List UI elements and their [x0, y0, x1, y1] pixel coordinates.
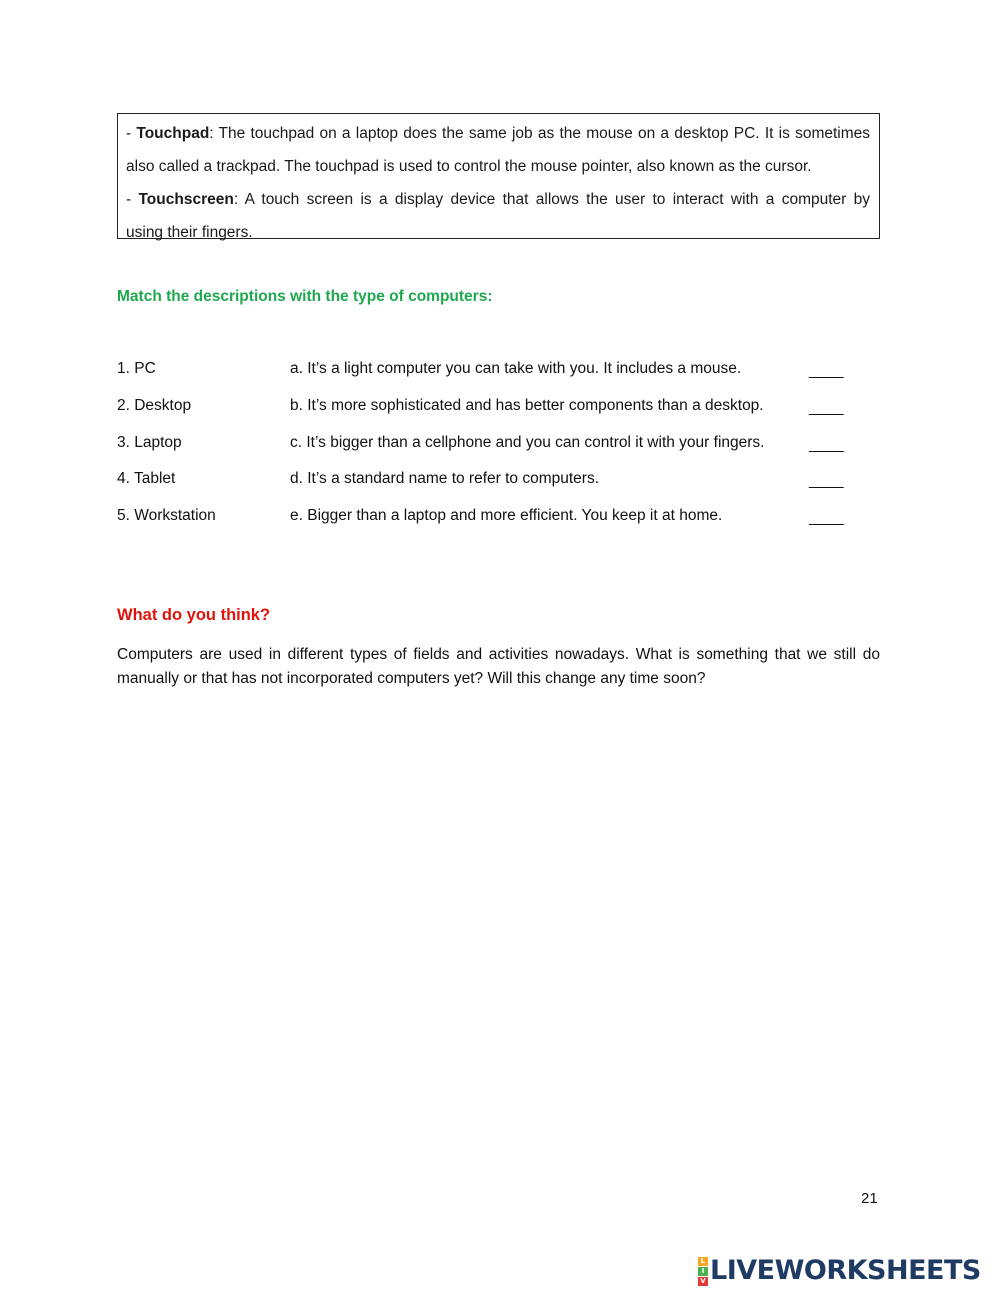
match-description: e. Bigger than a laptop and more efficient. You keep it at home.: [290, 507, 723, 524]
definition-term-touchpad: Touchpad: [136, 125, 210, 142]
match-term: 5. Workstation: [117, 507, 216, 524]
definition-touchpad-line-2: also called a trackpad. The touchpad is used to control the mouse pointer, also known as the cursor.: [126, 158, 812, 175]
answer-blank[interactable]: ____: [809, 436, 844, 453]
bullet-dash: -: [126, 191, 139, 208]
match-term: 2. Desktop: [117, 397, 192, 414]
definition-touchpad-line-1: [126, 117, 870, 150]
match-term: 4. Tablet: [117, 470, 176, 487]
match-row: [117, 507, 847, 531]
definition-term-touchscreen: Touchscreen: [138, 191, 234, 208]
match-description: c. It’s bigger than a cellphone and you can control it with your fingers.: [290, 434, 765, 451]
definition-text: : A touch screen is a display device that allows the user to interact with a computer by: [233, 191, 871, 208]
logo-squares-icon: [698, 1257, 708, 1286]
definitions-box: [117, 113, 880, 239]
definition-touchscreen-line-2: using their fingers.: [126, 224, 253, 241]
match-row: [117, 434, 847, 458]
answer-blank[interactable]: ____: [809, 472, 844, 489]
match-section-title: Match the descriptions with the type of computers:: [117, 288, 493, 305]
page-number: 21: [861, 1190, 878, 1207]
logo-text: LIVEWORKSHEETS: [710, 1255, 981, 1286]
logo-square: I: [698, 1267, 708, 1276]
match-description: a. It’s a light computer you can take with you. It includes a mouse.: [290, 360, 742, 377]
answer-blank[interactable]: ____: [809, 362, 844, 379]
definition-text: : The touchpad on a laptop does the same job as the mouse on a desktop PC. It is sometimes: [209, 125, 871, 142]
think-paragraph: Computers are used in different types of fields and activities nowadays. What is something that we still do manually or that has not incorporated computers yet? Will this change any time soon?: [117, 646, 880, 687]
match-term: 3. Laptop: [117, 434, 182, 451]
bullet-dash: -: [126, 125, 137, 142]
match-description: b. It’s more sophisticated and has better components than a desktop.: [290, 397, 764, 414]
think-section-title: What do you think?: [117, 606, 271, 624]
match-row: [117, 397, 847, 421]
definition-touchscreen-line-1: [126, 183, 870, 216]
match-term: 1. PC: [117, 360, 156, 377]
answer-blank[interactable]: ____: [809, 509, 844, 526]
liveworksheets-logo[interactable]: [698, 1256, 981, 1286]
logo-square: L: [698, 1257, 708, 1266]
match-row: [117, 470, 847, 494]
match-description: d. It’s a standard name to refer to computers.: [290, 470, 600, 487]
match-row: [117, 360, 847, 384]
answer-blank[interactable]: ____: [809, 399, 844, 416]
logo-square: V: [698, 1277, 708, 1286]
